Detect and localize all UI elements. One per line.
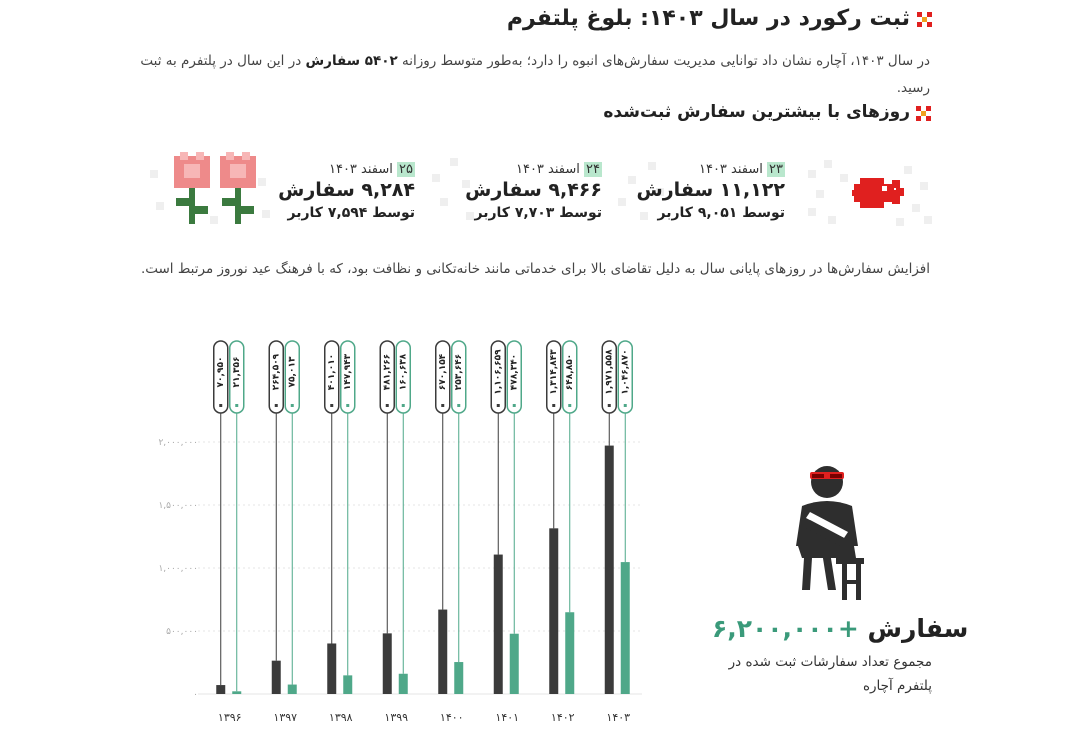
top-day-card — [615, 162, 785, 221]
top-days-title: روزهای با بیشترین سفارش ثبت‌شده — [603, 102, 910, 122]
day-number: ۲۵ — [399, 162, 413, 177]
x-tick-label: ۱۳۹۷ — [273, 711, 298, 724]
day-month-year: اسفند ۱۴۰۳ — [328, 162, 393, 177]
day-users: توسط ۷,۵۹۴ کاربر — [287, 205, 415, 221]
value-label-dot — [441, 404, 444, 407]
value-label-dot — [497, 404, 500, 407]
day-orders: ۱۱,۱۲۲ سفارش — [636, 179, 785, 201]
dark-series-bar — [438, 610, 447, 694]
value-label-dot — [275, 404, 278, 407]
figure-on-stool-icon — [782, 462, 872, 602]
value-label: ۱,۰۴۶,۸۷۰ — [620, 349, 631, 395]
green-series-bar — [510, 634, 519, 694]
value-label-dot — [235, 404, 238, 407]
yearly-orders-chart — [150, 335, 650, 735]
value-label: ۶۴۸,۸۵۰ — [564, 353, 575, 391]
green-series-bar — [565, 612, 574, 694]
dark-series-bar — [549, 528, 558, 694]
value-label-dot — [568, 404, 571, 407]
total-value: +۶,۲۰۰,۰۰۰ — [712, 614, 859, 643]
dark-series-bar — [383, 633, 392, 694]
intro-daily-average: ۵۴۰۲ سفارش — [305, 53, 398, 69]
day-month-year: اسفند ۱۴۰۳ — [515, 162, 580, 177]
x-tick-label: ۱۴۰۱ — [495, 711, 520, 724]
y-tick-label: ۰ — [193, 690, 198, 700]
day-month-year: اسفند ۱۴۰۳ — [698, 162, 763, 177]
intro-text-end: در این سال در پلتفرم به ثبت رسید. — [140, 53, 930, 96]
day-orders: ۹,۴۶۶ سفارش — [465, 179, 602, 201]
x-tick-label: ۱۳۹۶ — [217, 711, 242, 724]
value-label-dot — [291, 404, 294, 407]
value-label-dot — [608, 404, 611, 407]
value-label: ۲۵۳,۶۴۶ — [453, 353, 464, 391]
dark-series-bar — [605, 446, 614, 694]
total-orders — [712, 614, 968, 643]
dark-series-bar — [216, 685, 225, 694]
page-title: ثبت رکورد در سال ۱۴۰۳: بلوغ پلتفرم — [506, 6, 910, 31]
value-label: ۲۱,۳۵۶ — [231, 356, 242, 388]
y-tick-label: ۵۰۰,۰۰۰ — [166, 627, 198, 637]
value-label-dot — [219, 404, 222, 407]
green-series-bar — [288, 685, 297, 694]
value-label: ۱,۱۰۶,۶۵۹ — [493, 349, 504, 395]
value-label-dot — [624, 404, 627, 407]
value-label: ۲۶۴,۵۰۹ — [271, 353, 282, 391]
total-description: مجموع تعداد سفارشات ثبت شده در پلتفرم آچاره — [728, 654, 932, 694]
y-tick-label: ۲,۰۰۰,۰۰۰ — [158, 438, 198, 448]
value-label: ۴۸۱,۲۶۶ — [382, 353, 393, 391]
green-series-bar — [343, 675, 352, 694]
top-day-card — [432, 162, 602, 221]
green-series-bar — [454, 662, 463, 694]
value-label: ۴۰۱,۰۱۰ — [326, 353, 337, 391]
value-label: ۷۵,۰۱۳ — [287, 356, 298, 388]
pixel-fish-icon — [808, 160, 932, 226]
nowruz-note: افزایش سفارش‌ها در روزهای پایانی سال به دلیل تقاضای بالا برای خدماتی مانند خانه‌تکانی و نظافت بود، که با فرهنگ عید نوروز مرتبط است. — [140, 261, 930, 277]
value-label: ۷۰,۹۵۰ — [215, 356, 226, 388]
pixel-x-icon — [916, 106, 932, 122]
intro-paragraph — [140, 48, 930, 102]
green-series-bar — [621, 562, 630, 694]
pixel-x-icon — [917, 12, 933, 28]
day-users: توسط ۷,۷۰۳ کاربر — [474, 205, 602, 221]
value-label-dot — [346, 404, 349, 407]
value-label: ۶۷۰,۱۵۴ — [437, 353, 448, 391]
green-series-bar — [232, 691, 241, 694]
day-orders: ۹,۲۸۴ سفارش — [278, 179, 415, 201]
value-label: ۱۶۰,۶۳۸ — [398, 353, 409, 391]
dark-series-bar — [272, 661, 281, 694]
value-label-dot — [513, 404, 516, 407]
value-label-dot — [386, 404, 389, 407]
x-tick-label: ۱۳۹۹ — [384, 711, 409, 724]
value-label: ۱,۹۷۱,۵۵۸ — [604, 349, 615, 395]
y-tick-label: ۱,۰۰۰,۰۰۰ — [158, 564, 198, 574]
day-users: توسط ۹,۰۵۱ کاربر — [657, 205, 785, 221]
top-day-card — [245, 162, 415, 221]
value-label-dot — [457, 404, 460, 407]
value-label-dot — [552, 404, 555, 407]
x-tick-label: ۱۴۰۲ — [550, 711, 575, 724]
green-series-bar — [399, 674, 408, 694]
day-number: ۲۴ — [586, 162, 600, 177]
x-tick-label: ۱۳۹۸ — [328, 711, 353, 724]
dark-series-bar — [327, 643, 336, 694]
value-label: ۱۴۷,۹۴۳ — [342, 353, 353, 391]
day-number: ۲۳ — [769, 162, 783, 177]
y-tick-label: ۱,۵۰۰,۰۰۰ — [158, 501, 198, 511]
value-label-dot — [330, 404, 333, 407]
intro-text-start: در سال ۱۴۰۳، آچاره نشان داد توانایی مدیریت سفارش‌های انبوه را دارد؛ به‌طور متوسط روزانه — [401, 53, 930, 69]
value-label-dot — [402, 404, 405, 407]
x-tick-label: ۱۴۰۳ — [606, 711, 631, 724]
dark-series-bar — [494, 555, 503, 694]
x-tick-label: ۱۴۰۰ — [439, 711, 464, 724]
value-label: ۴۷۸,۳۴۰ — [509, 353, 520, 391]
total-unit: سفارش — [867, 614, 969, 643]
value-label: ۱,۳۱۴,۸۴۳ — [548, 349, 559, 395]
